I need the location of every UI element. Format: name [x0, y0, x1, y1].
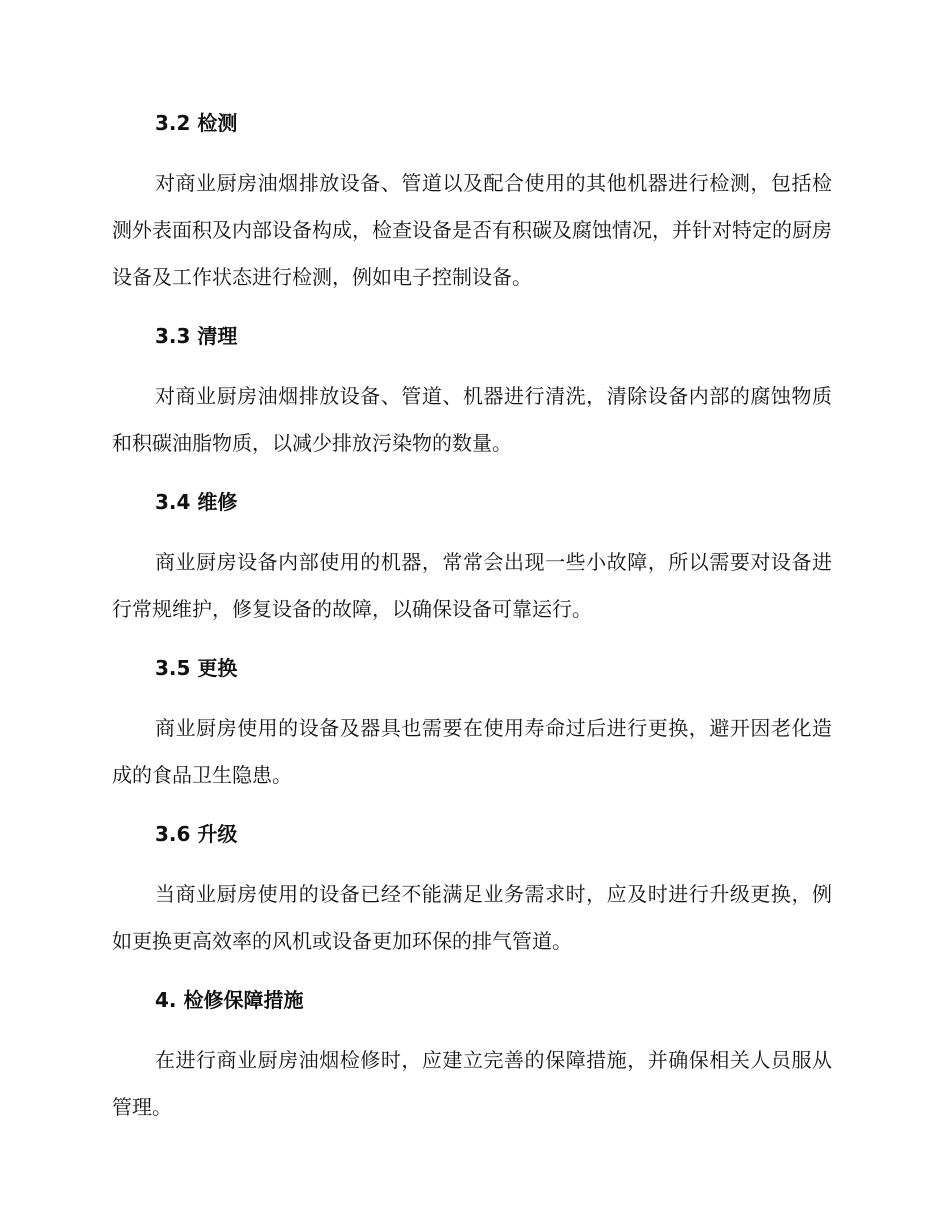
section-3-3 [112, 321, 832, 467]
section-heading: 3.5 更换 [155, 656, 238, 680]
section-3-5 [112, 653, 832, 799]
section-4 [112, 985, 832, 1131]
section-paragraph: 对商业厨房油烟排放设备、管道、机器进行清洗，清除设备内部的腐蚀物质和积碳油脂物质，以减少排放污染物的数量。 [112, 384, 832, 455]
document-content [112, 108, 832, 1151]
section-heading: 3.6 升级 [155, 822, 238, 846]
section-paragraph: 当商业厨房使用的设备已经不能满足业务需求时，应及时进行升级更换，例如更换更高效率的风机或设备更加环保的排气管道。 [112, 882, 832, 953]
section-paragraph: 商业厨房使用的设备及器具也需要在使用寿命过后进行更换，避开因老化造成的食品卫生隐患。 [112, 716, 832, 787]
section-heading: 3.2 检测 [155, 111, 238, 135]
section-paragraph: 对商业厨房油烟排放设备、管道以及配合使用的其他机器进行检测，包括检测外表面积及内部设备构成，检查设备是否有积碳及腐蚀情况，并针对特定的厨房设备及工作状态进行检测，例如电子控制设备。 [112, 171, 832, 289]
section-paragraph: 在进行商业厨房油烟检修时，应建立完善的保障措施，并确保相关人员服从管理。 [112, 1048, 832, 1119]
section-heading: 4. 检修保障措施 [155, 988, 304, 1012]
section-3-2 [112, 108, 832, 301]
section-heading: 3.3 清理 [155, 324, 238, 348]
section-paragraph: 商业厨房设备内部使用的机器，常常会出现一些小故障，所以需要对设备进行常规维护，修复设备的故障，以确保设备可靠运行。 [112, 550, 832, 621]
section-3-6 [112, 819, 832, 965]
section-heading: 3.4 维修 [155, 490, 238, 514]
section-3-4 [112, 487, 832, 633]
